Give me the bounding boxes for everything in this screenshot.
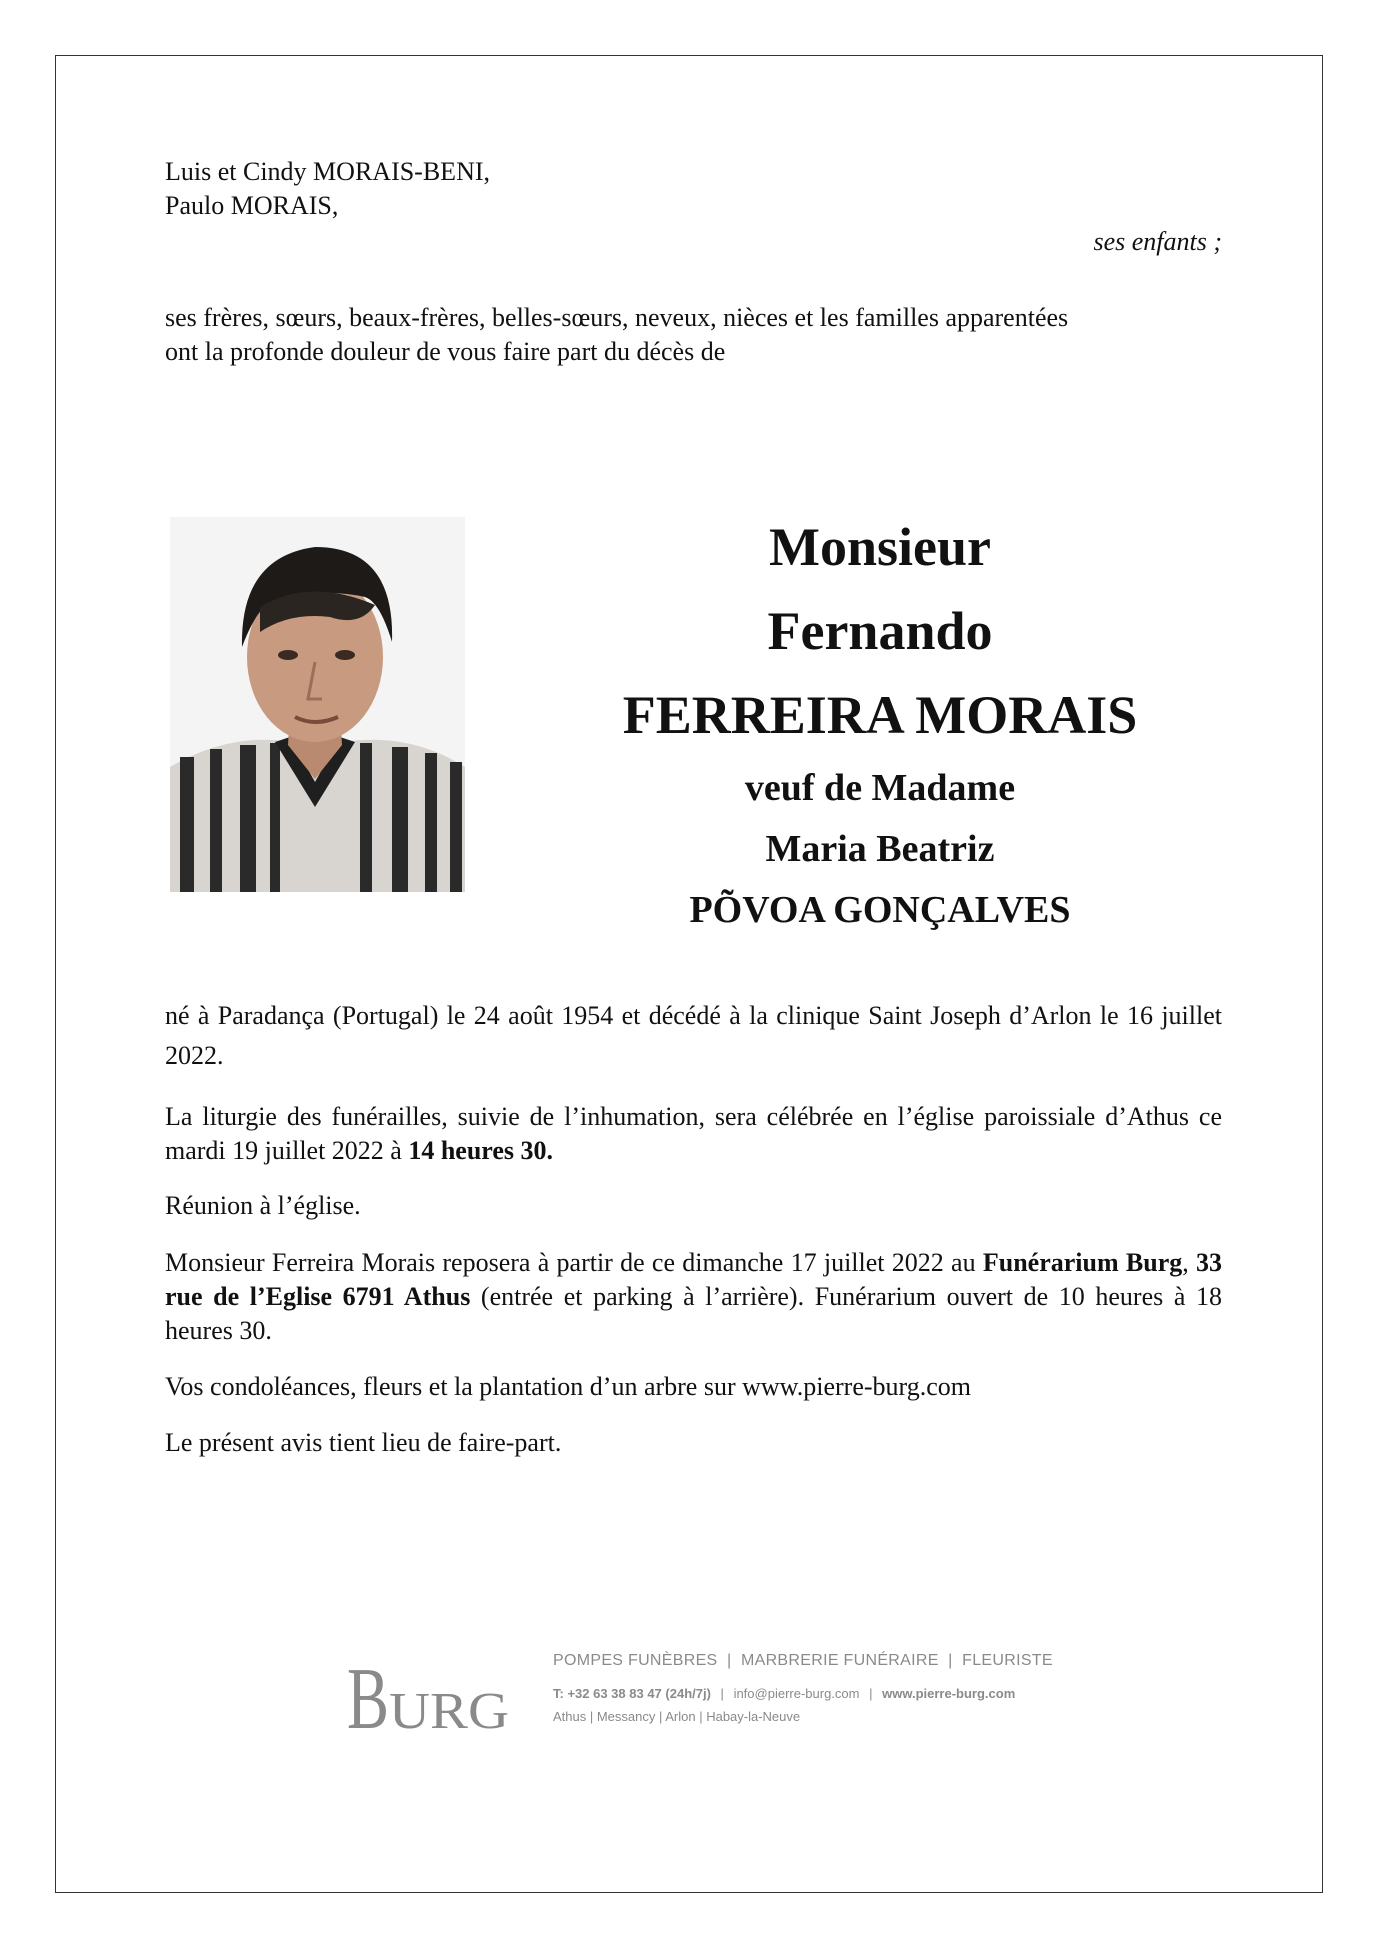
liturgy-paragraph — [165, 1100, 1222, 1168]
rest-text-1: Monsieur Ferreira Morais reposera à partir de ce dimanche 17 juillet 2022 au — [165, 1248, 983, 1277]
rest-text-2: (entrée et parking à l’arrière). Funérarium ouvert de 10 heures à 18 heures 30. — [165, 1282, 1222, 1345]
svg-text:B: B — [347, 1651, 389, 1738]
footer-website[interactable]: www.pierre-burg.com — [882, 1686, 1016, 1701]
burg-logo — [345, 1648, 515, 1738]
footer-sep-2: | — [869, 1686, 873, 1701]
footer-contact — [553, 1686, 1015, 1701]
deceased-last-name: FERREIRA MORAIS — [622, 685, 1138, 745]
deceased-first-name: Fernando — [767, 601, 993, 661]
spouse-first-name: Maria Beatriz — [765, 828, 995, 870]
spouse-last-name: PÕVOA GONÇALVES — [689, 889, 1071, 931]
footer-services: POMPES FUNÈBRES | MARBRERIE FUNÉRAIRE | FLEURISTE — [553, 1652, 1053, 1669]
rest-paragraph — [165, 1246, 1222, 1348]
rest-place: Funérarium Burg — [982, 1248, 1183, 1277]
notice-line: Le présent avis tient lieu de faire-part. — [165, 1428, 562, 1457]
condolences-line: Vos condoléances, fleurs et la plantation d’un arbre sur www.pierre-burg.com — [165, 1372, 971, 1401]
rest-address: 33 rue de l’Eglise 6791 Athus — [165, 1248, 1223, 1311]
children-line-1: Luis et Cindy MORAIS-BENI, — [165, 157, 490, 186]
deceased-title: Monsieur — [769, 517, 991, 577]
footer-email[interactable]: info@pierre-burg.com — [733, 1686, 860, 1701]
children-line-2: Paulo MORAIS, — [165, 191, 339, 220]
portrait-photo — [170, 517, 465, 892]
footer-sep-1: | — [720, 1686, 724, 1701]
family-line-2: ont la profonde douleur de vous faire part du décès de — [165, 337, 726, 366]
family-line-1: ses frères, sœurs, beaux-frères, belles-sœurs, neveux, nièces et les familles apparentées — [165, 303, 1069, 332]
footer-locations: Athus | Messancy | Arlon | Habay-la-Neuve — [553, 1709, 801, 1724]
footer-phone-hours: (24h/7j) — [665, 1686, 711, 1701]
reunion-line: Réunion à l’église. — [165, 1191, 361, 1220]
liturgy-text: La liturgie des funérailles, suivie de l’inhumation, sera célébrée en l’église paroissiale d’Athus ce mardi 19 juillet 2022 à — [165, 1102, 1222, 1165]
rest-comma: , — [1182, 1248, 1197, 1277]
svg-text:URG: URG — [389, 1683, 509, 1738]
widow-of-line: veuf de Madame — [744, 767, 1016, 809]
liturgy-time: 14 heures 30. — [408, 1136, 554, 1165]
children-label: ses enfants ; — [1093, 227, 1222, 256]
birth-death-paragraph: né à Paradança (Portugal) le 24 août 1954 et décédé à la clinique Saint Joseph d’Arlon le 16 juillet 2022. — [165, 1001, 1222, 1070]
footer-phone: T: +32 63 38 83 47 — [553, 1686, 662, 1701]
